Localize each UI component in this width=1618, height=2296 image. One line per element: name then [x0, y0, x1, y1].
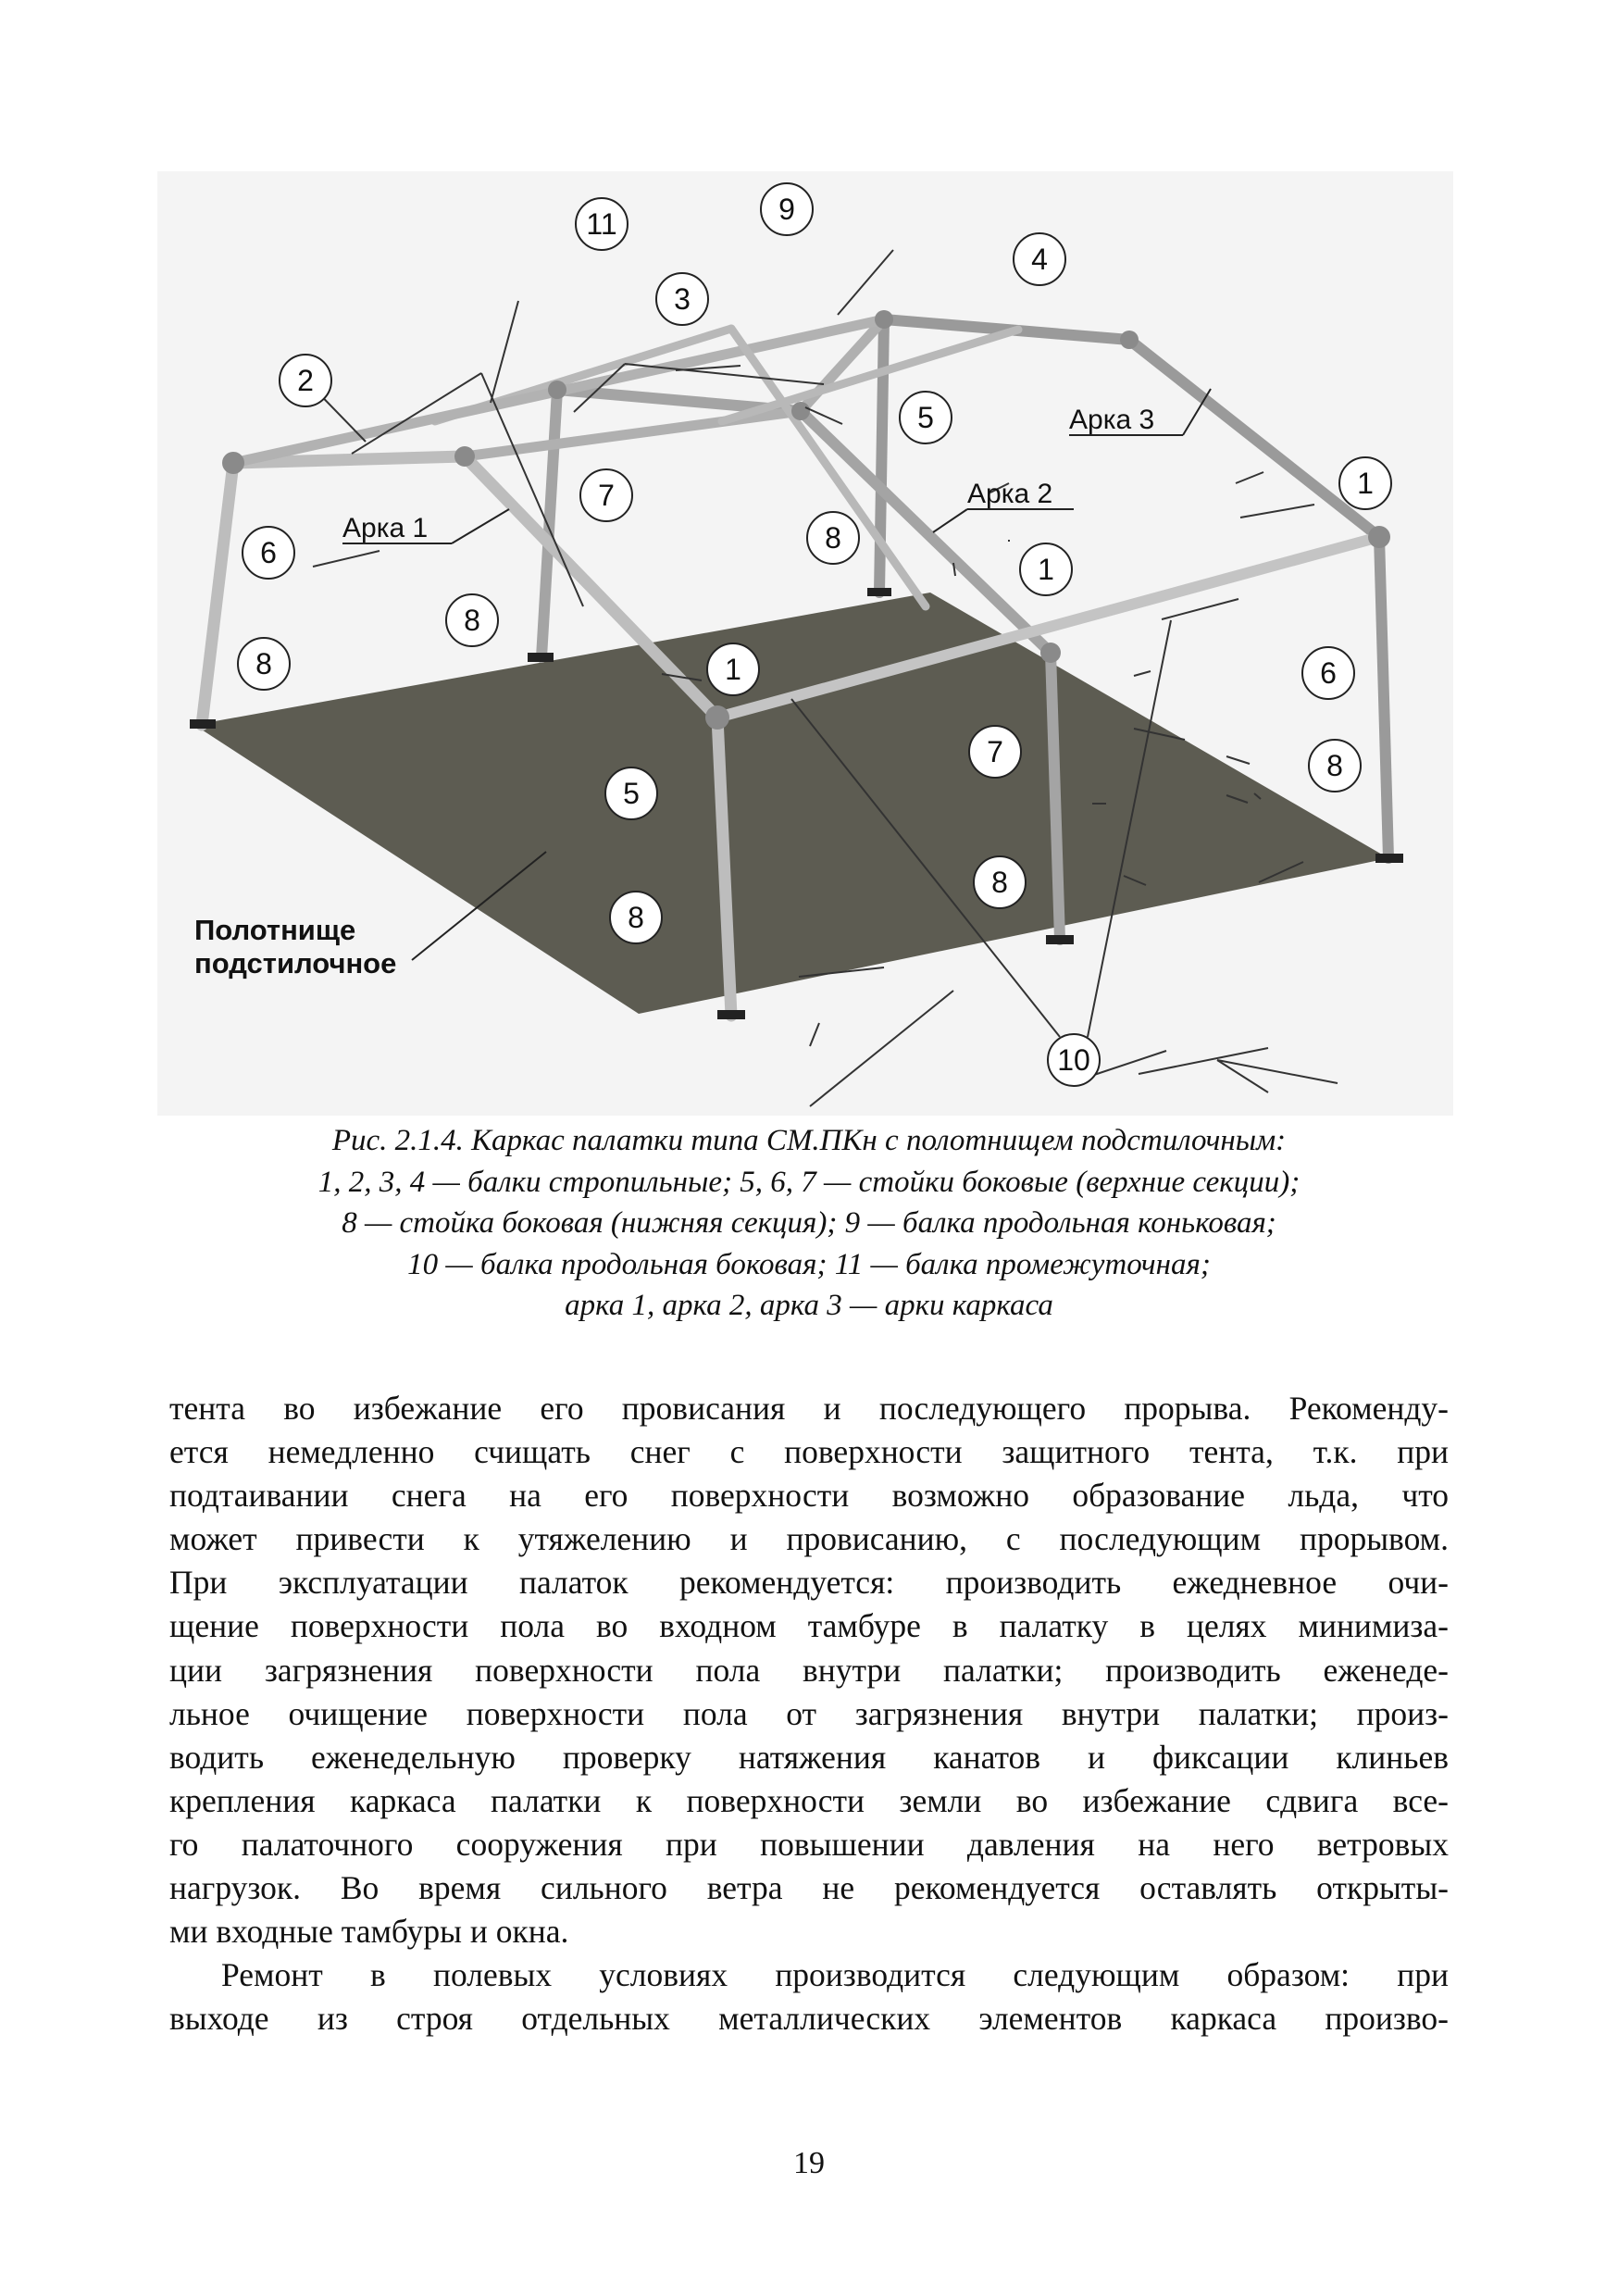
- callout-7-top: [580, 469, 632, 521]
- body-line: ется немедленно счищать снег с поверхности защитного тента, т.к. при: [169, 1433, 1449, 1471]
- callout-11: [576, 198, 628, 250]
- svg-text:8: 8: [825, 521, 841, 555]
- body-line: ми входные тамбуры и окна.: [169, 1913, 569, 1951]
- callout-2: [280, 355, 331, 406]
- caption-line-2: 1, 2, 3, 4 — балки стропильные; 5, 6, 7 — стойки боковые (верхние секции);: [317, 1165, 1301, 1199]
- callout-8-left: [238, 638, 290, 690]
- svg-text:8: 8: [464, 604, 480, 637]
- svg-text:5: 5: [623, 777, 640, 810]
- svg-text:4: 4: [1031, 243, 1048, 276]
- callout-3: [656, 273, 708, 325]
- caption-line-3: 8 — стойка боковая (нижняя секция); 9 — балка продольная коньковая;: [342, 1206, 1276, 1240]
- floor-label-line1: Полотнище: [194, 914, 356, 946]
- floor-label-line2: подстилочное: [194, 947, 397, 980]
- svg-text:8: 8: [1326, 749, 1343, 782]
- callout-7-front: [969, 726, 1021, 778]
- callout-1-arch2: [1020, 543, 1072, 595]
- svg-text:3: 3: [674, 282, 691, 316]
- body-line: выходе из строя отдельных металлических элементов каркаса произво-: [169, 2000, 1449, 2038]
- body-line: го палаточного сооружения при повышении давления на него ветровых: [169, 1825, 1449, 1863]
- svg-text:8: 8: [255, 647, 272, 680]
- svg-text:11: 11: [586, 207, 617, 241]
- arch-2-label: Арка 2: [967, 479, 1053, 509]
- caption-line-4: 10 — балка продольная боковая; 11 — балка промежуточная;: [407, 1247, 1211, 1281]
- callout-6-right: [1302, 647, 1354, 699]
- body-line: льное очищение поверхности пола от загрязнения внутри палатки; произ-: [169, 1694, 1449, 1732]
- callout-4: [1014, 233, 1065, 285]
- svg-text:5: 5: [917, 401, 934, 434]
- caption-line-5: арка 1, арка 2, арка 3 — арки каркаса: [565, 1289, 1053, 1322]
- callout-5-front: [605, 767, 657, 819]
- arch-1-label: Арка 1: [342, 513, 429, 543]
- body-line: нагрузок. Во время сильного ветра не рекомендуется оставлять открыты-: [169, 1869, 1449, 1907]
- svg-text:1: 1: [725, 653, 741, 686]
- callout-8-front-left: [446, 594, 498, 646]
- svg-text:6: 6: [260, 536, 277, 569]
- callout-9: [761, 183, 813, 235]
- callout-5-top: [900, 392, 952, 443]
- svg-text:7: 7: [598, 479, 615, 512]
- svg-text:1: 1: [1357, 467, 1374, 500]
- body-line: ции загрязнения поверхности пола внутри палатки; производить еженеде-: [169, 1651, 1449, 1689]
- body-line: крепления каркаса палатки к поверхности земли во избежание сдвига все-: [169, 1781, 1449, 1819]
- body-line: водить еженедельную проверку натяжения канатов и фиксации клиньев: [169, 1738, 1449, 1776]
- callout-8-front-right: [974, 856, 1026, 908]
- body-line: При эксплуатации палаток рекомендуется: производить ежедневное очи-: [169, 1564, 1449, 1602]
- body-line: может привести к утяжелению и провисанию, с последующим прорывом.: [169, 1520, 1449, 1558]
- callout-1-right: [1339, 457, 1391, 509]
- caption-line-1: Рис. 2.1.4. Каркас палатки типа СМ.ПКн с полотнищем подстилочным:: [331, 1124, 1287, 1157]
- body-line: подтаивании снега на его поверхности возможно образование льда, что: [169, 1477, 1449, 1515]
- callout-1-arch1: [707, 643, 759, 695]
- body-line: Ремонт в полевых условиях производится следующим образом: при: [221, 1956, 1449, 1994]
- svg-text:10: 10: [1057, 1043, 1090, 1077]
- callout-10: [1048, 1034, 1100, 1086]
- svg-text:7: 7: [987, 735, 1003, 768]
- body-line: тента во избежание его провисания и последующего прорыва. Рекоменду-: [169, 1390, 1449, 1427]
- tent-frame-figure: [157, 171, 1453, 1116]
- svg-text:1: 1: [1038, 553, 1054, 586]
- svg-text:9: 9: [778, 193, 795, 226]
- figure-caption: [139, 1120, 1479, 1327]
- body-text: [169, 1387, 1449, 2040]
- svg-text:2: 2: [297, 364, 314, 397]
- svg-text:6: 6: [1320, 656, 1337, 690]
- callout-8-right: [1309, 740, 1361, 792]
- callout-8-front: [610, 892, 662, 943]
- callout-8-mid: [807, 512, 859, 564]
- page-number: 19: [793, 2146, 825, 2180]
- body-line: щение поверхности пола во входном тамбуре в палатку в целях минимиза-: [169, 1607, 1449, 1645]
- svg-text:8: 8: [991, 866, 1008, 899]
- svg-text:8: 8: [628, 901, 644, 934]
- callout-6-left: [243, 527, 294, 579]
- arch-3-label: Арка 3: [1069, 405, 1155, 435]
